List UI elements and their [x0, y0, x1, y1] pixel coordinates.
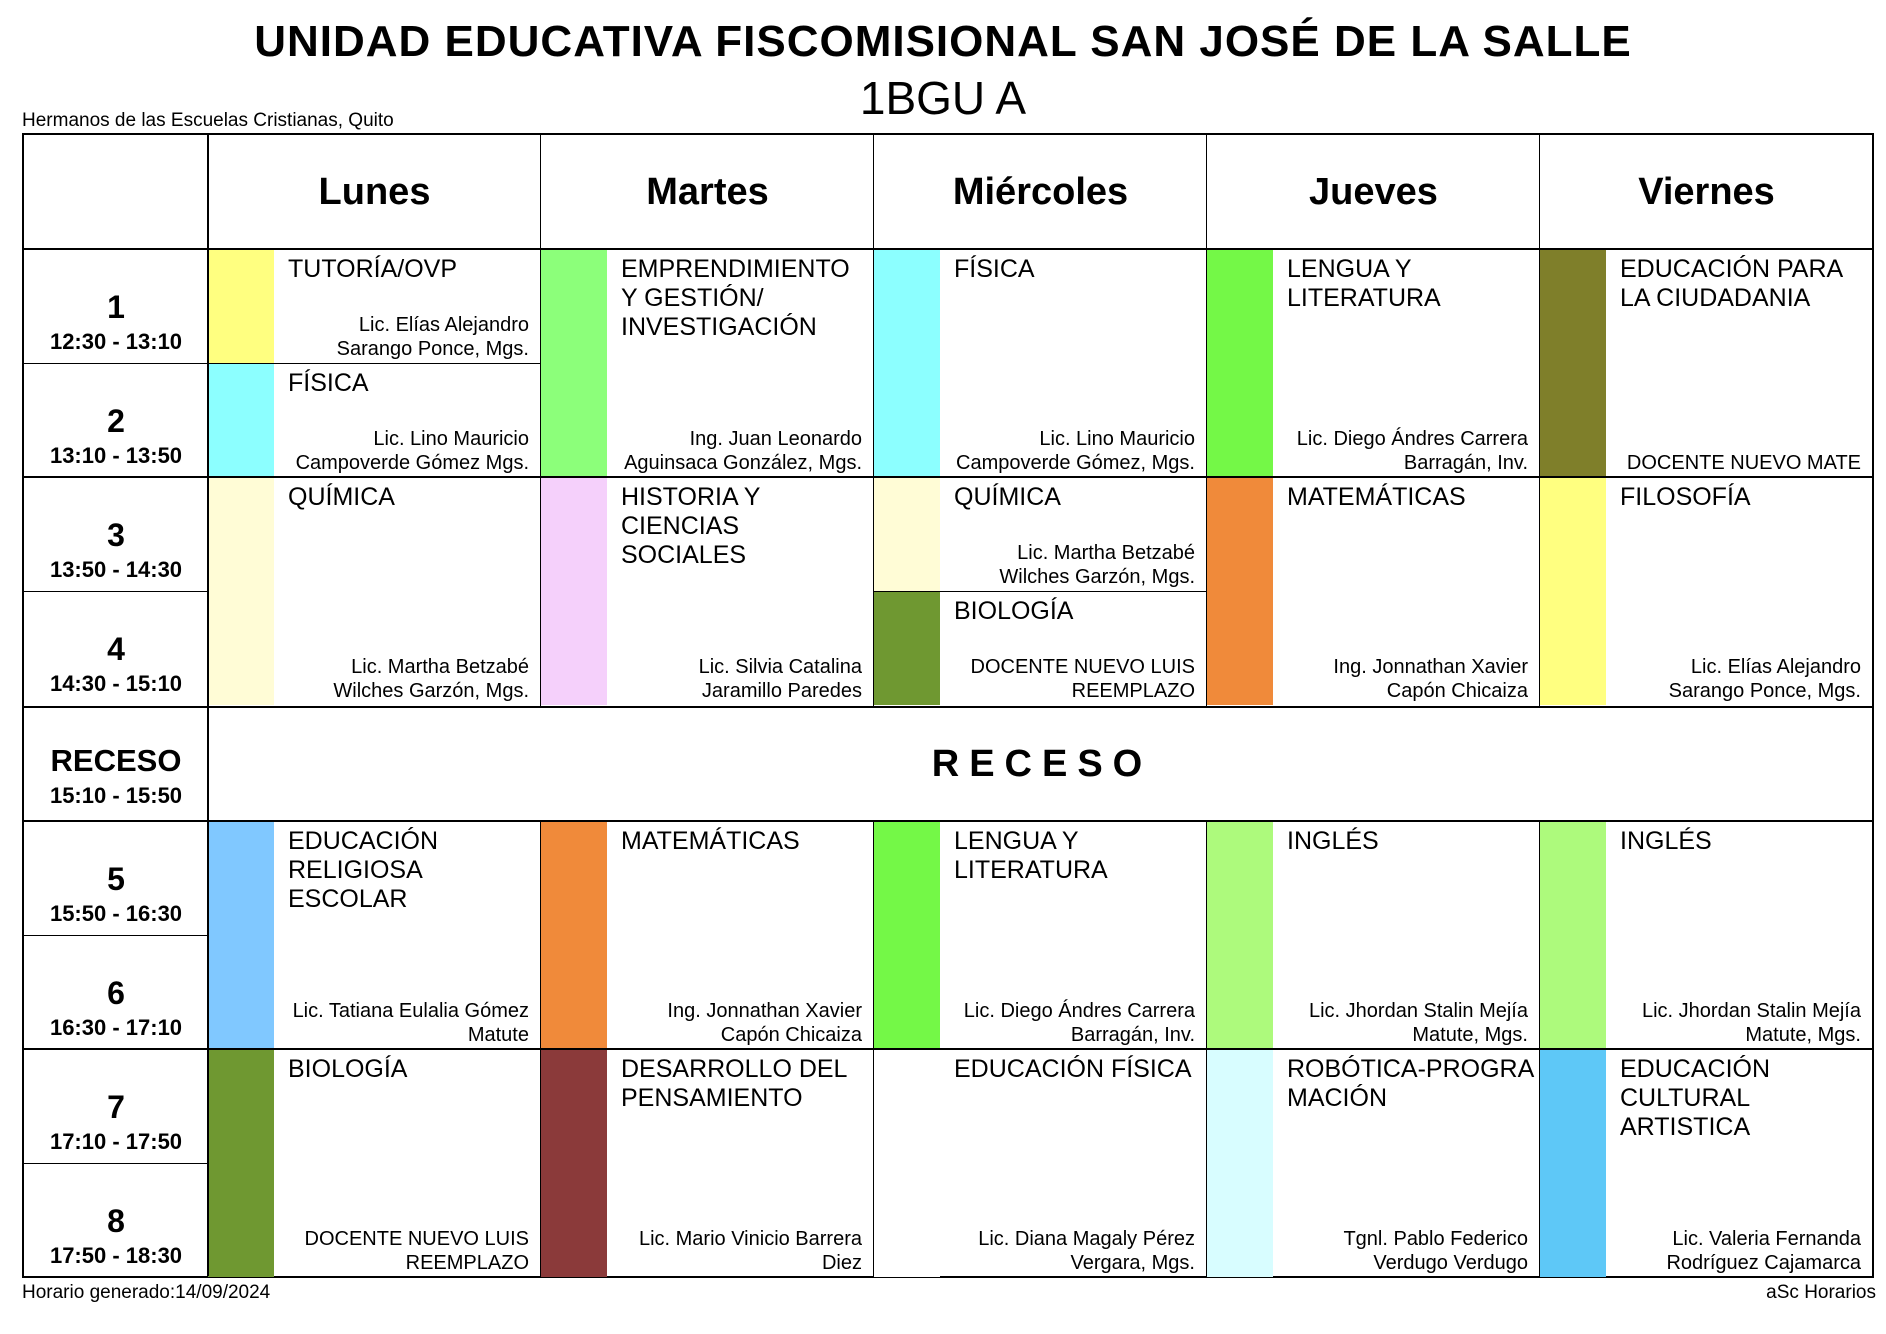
- subject-color-bar: [1540, 1049, 1606, 1277]
- lesson-subject: EMPRENDIMIENTO Y GESTIÓN/ INVESTIGACIÓN: [621, 255, 850, 341]
- lesson-subject: FÍSICA: [954, 255, 1035, 283]
- lesson-subject: EDUCACIÓN RELIGIOSA ESCOLAR: [288, 827, 439, 913]
- day-header-martes: Martes: [646, 170, 769, 213]
- lesson-teacher: Lic. Valeria Fernanda Rodríguez Cajamarca: [1666, 1228, 1861, 1274]
- subject-color-bar: [541, 249, 607, 477]
- period-6: 6 16:30 - 17:10: [49, 975, 183, 1040]
- lesson-teacher: Lic. Jhordan Stalin Mejía Matute, Mgs.: [1308, 1000, 1528, 1046]
- grid-line: [24, 1048, 1873, 1050]
- lesson-teacher: Lic. Martha Betzabé Wilches Garzón, Mgs.: [333, 656, 529, 702]
- grid-line: [1539, 135, 1540, 707]
- lesson-teacher: Lic. Lino Mauricio Campoverde Gómez Mgs.: [295, 428, 529, 474]
- lesson-subject: DESARROLLO DEL PENSAMIENTO: [621, 1055, 847, 1112]
- subject-color-bar: [208, 1049, 274, 1277]
- grid-line: [873, 135, 874, 707]
- grid-line: [208, 363, 541, 364]
- subject-color-bar: [874, 821, 940, 1049]
- subject-color-bar: [208, 249, 274, 363]
- recess-banner: RECESO: [931, 742, 1153, 785]
- period-4: 4 14:30 - 15:10: [49, 631, 183, 696]
- lesson-card: [541, 477, 874, 705]
- grid-line: [540, 821, 541, 1276]
- lesson-subject: BIOLOGÍA: [954, 597, 1074, 625]
- lesson-teacher: DOCENTE NUEVO LUIS REEMPLAZO: [304, 1228, 529, 1274]
- grid-line: [24, 935, 208, 936]
- lesson-subject: MATEMÁTICAS: [621, 827, 800, 855]
- class-title: 1BGU A: [859, 72, 1027, 124]
- lesson-subject: QUÍMICA: [954, 483, 1061, 511]
- lesson-card: [1540, 821, 1873, 1049]
- lesson-card: [1207, 249, 1540, 477]
- lesson-subject: HISTORIA Y CIENCIAS SOCIALES: [621, 483, 760, 569]
- lesson-card: [208, 477, 541, 705]
- subject-color-bar: [541, 1049, 607, 1277]
- period-5: 5 15:50 - 16:30: [49, 861, 183, 926]
- subject-color-bar: [1540, 477, 1606, 705]
- lesson-card: [874, 1049, 1207, 1277]
- subject-color-bar: [874, 591, 940, 705]
- subject-color-bar: [541, 821, 607, 1049]
- lesson-subject: INGLÉS: [1620, 827, 1712, 855]
- lesson-teacher: Lic. Diana Magaly Pérez Vergara, Mgs.: [978, 1228, 1195, 1274]
- school-title: UNIDAD EDUCATIVA FISCOMISIONAL SAN JOSÉ DE LA SALLE: [254, 17, 1632, 66]
- subject-color-bar: [208, 363, 274, 477]
- lesson-teacher: Lic. Mario Vinicio Barrera Diez: [638, 1228, 862, 1274]
- lesson-teacher: Lic. Lino Mauricio Campoverde Gómez, Mgs.: [956, 428, 1195, 474]
- lesson-card: [541, 1049, 874, 1277]
- grid-line: [540, 135, 541, 707]
- lesson-subject: LENGUA Y LITERATURA: [1287, 255, 1441, 312]
- period-7: 7 17:10 - 17:50: [49, 1089, 183, 1154]
- lesson-subject: EDUCACIÓN CULTURAL ARTISTICA: [1620, 1055, 1771, 1141]
- grid-line: [24, 591, 208, 592]
- grid-line: [1539, 821, 1540, 1276]
- lesson-teacher: Lic. Diego Ándres Carrera Barragán, Inv.: [1296, 428, 1528, 474]
- lesson-card: [874, 821, 1207, 1049]
- lesson-subject: FÍSICA: [288, 369, 369, 397]
- grid-line: [874, 591, 1207, 592]
- subject-color-bar: [541, 477, 607, 705]
- lesson-card: [208, 821, 541, 1049]
- lesson-teacher: DOCENTE NUEVO MATE: [1626, 452, 1861, 474]
- subject-color-bar: [208, 477, 274, 705]
- grid-line: [207, 135, 209, 1276]
- day-header-jueves: Jueves: [1309, 170, 1438, 213]
- lesson-card: [874, 477, 1207, 591]
- day-header-miercoles: Miércoles: [952, 170, 1129, 213]
- grid-line: [24, 1163, 208, 1164]
- subject-color-bar: [1207, 477, 1273, 705]
- lesson-teacher: Lic. Elías Alejandro Sarango Ponce, Mgs.: [1668, 656, 1861, 702]
- timetable-grid: [22, 133, 1874, 1278]
- lesson-teacher: Lic. Elías Alejandro Sarango Ponce, Mgs.: [336, 314, 529, 360]
- period-3: 3 13:50 - 14:30: [49, 517, 183, 582]
- lesson-teacher: Lic. Jhordan Stalin Mejía Matute, Mgs.: [1641, 1000, 1861, 1046]
- lesson-subject: ROBÓTICA-PROGRA MACIÓN: [1287, 1055, 1533, 1112]
- subject-color-bar: [874, 249, 940, 477]
- lesson-teacher: Tgnl. Pablo Federico Verdugo Verdugo: [1343, 1228, 1528, 1274]
- grid-line: [24, 248, 1873, 250]
- lesson-subject: QUÍMICA: [288, 483, 395, 511]
- subject-color-bar: [1207, 249, 1273, 477]
- subject-color-bar: [1207, 1049, 1273, 1277]
- subject-color-bar: [874, 477, 940, 591]
- lesson-card: [1540, 249, 1873, 477]
- lesson-card: [208, 249, 541, 363]
- generated-date: Horario generado:14/09/2024: [22, 1282, 271, 1303]
- subject-color-bar: [874, 1049, 940, 1277]
- lesson-teacher: Ing. Jonnathan Xavier Capón Chicaiza: [667, 1000, 862, 1046]
- lesson-subject: BIOLOGÍA: [288, 1055, 408, 1083]
- lesson-teacher: Lic. Martha Betzabé Wilches Garzón, Mgs.: [999, 542, 1195, 588]
- lesson-teacher: Lic. Tatiana Eulalia Gómez Matute: [292, 1000, 529, 1046]
- lesson-subject: MATEMÁTICAS: [1287, 483, 1466, 511]
- grid-line: [24, 363, 208, 364]
- subject-color-bar: [1207, 821, 1273, 1049]
- lesson-teacher: DOCENTE NUEVO LUIS REEMPLAZO: [970, 656, 1195, 702]
- lesson-teacher: Ing. Jonnathan Xavier Capón Chicaiza: [1333, 656, 1528, 702]
- organization-label: Hermanos de las Escuelas Cristianas, Quito: [22, 110, 394, 131]
- software-brand: aSc Horarios: [1766, 1282, 1876, 1303]
- lesson-card: [1207, 477, 1540, 705]
- lesson-card: [541, 821, 874, 1049]
- lesson-teacher: Lic. Silvia Catalina Jaramillo Paredes: [698, 656, 862, 702]
- lesson-card: [208, 1049, 541, 1277]
- grid-line: [24, 706, 1873, 708]
- lesson-card: [1207, 821, 1540, 1049]
- recess-period: RECESO 15:10 - 15:50: [49, 743, 183, 808]
- lesson-teacher: Ing. Juan Leonardo Aguinsaca González, Mgs.: [624, 428, 862, 474]
- grid-line: [24, 476, 1873, 478]
- lesson-subject: TUTORÍA/OVP: [288, 255, 458, 283]
- lesson-subject: EDUCACIÓN FÍSICA: [954, 1055, 1192, 1083]
- subject-color-bar: [208, 821, 274, 1049]
- lesson-card: [1540, 477, 1873, 705]
- lesson-card: [208, 363, 541, 477]
- lesson-card: [1540, 1049, 1873, 1277]
- period-8: 8 17:50 - 18:30: [49, 1203, 183, 1268]
- lesson-card: [874, 249, 1207, 477]
- lesson-subject: LENGUA Y LITERATURA: [954, 827, 1108, 884]
- lesson-teacher: Lic. Diego Ándres Carrera Barragán, Inv.: [963, 1000, 1195, 1046]
- grid-line: [873, 821, 874, 1276]
- subject-color-bar: [1540, 821, 1606, 1049]
- grid-line: [1206, 821, 1207, 1276]
- grid-line: [24, 820, 1873, 822]
- lesson-subject: INGLÉS: [1287, 827, 1379, 855]
- period-2: 2 13:10 - 13:50: [49, 403, 183, 468]
- lesson-subject: EDUCACIÓN PARA LA CIUDADANIA: [1620, 255, 1842, 312]
- grid-line: [1206, 135, 1207, 707]
- subject-color-bar: [1540, 249, 1606, 477]
- lesson-subject: FILOSOFÍA: [1620, 483, 1751, 511]
- lesson-card: [874, 591, 1207, 705]
- lesson-card: [1207, 1049, 1540, 1277]
- period-1: 1 12:30 - 13:10: [49, 289, 183, 354]
- day-header-viernes: Viernes: [1638, 170, 1775, 213]
- day-header-lunes: Lunes: [318, 170, 431, 213]
- lesson-card: [541, 249, 874, 477]
